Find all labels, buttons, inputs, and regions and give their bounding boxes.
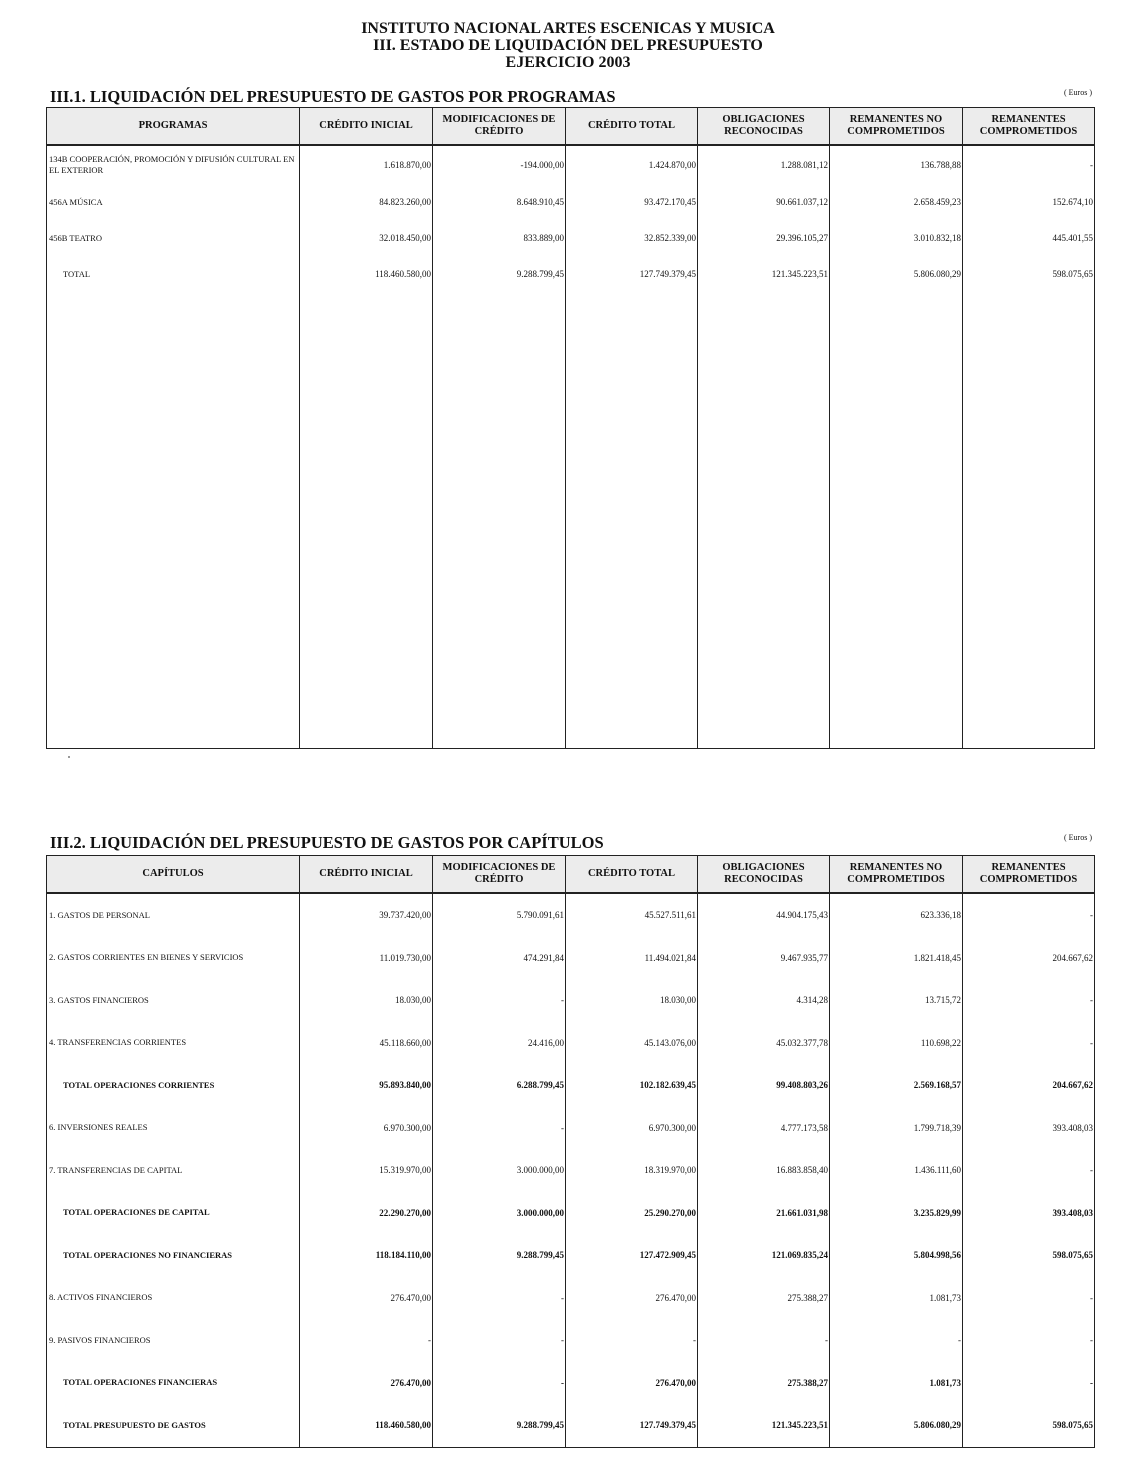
cell-credito-inicial: 45.118.660,00 [300, 1022, 433, 1065]
cell-obligaciones: 9.467.935,77 [698, 937, 830, 980]
cell-remanentes-no-comprometidos: 3.010.832,18 [830, 220, 963, 256]
cell-remanentes-no-comprometidos: 110.698,22 [830, 1022, 963, 1065]
col-header-remanentes-comprometidos: REMANENTES COMPROMETIDOS [963, 108, 1095, 146]
cell-remanentes-no-comprometidos: - [830, 1319, 963, 1362]
cell-credito-inicial: 6.970.300,00 [300, 1107, 433, 1150]
row-label: TOTAL PRESUPUESTO DE GASTOS [47, 1404, 300, 1447]
table-row [47, 1319, 1095, 1362]
table-row [47, 220, 1095, 256]
table-row [47, 937, 1095, 980]
cell-remanentes-no-comprometidos: 2.658.459,23 [830, 184, 963, 220]
cell-remanentes-comprometidos: 393.408,03 [963, 1107, 1095, 1150]
cell-credito-total: 276.470,00 [566, 1362, 698, 1405]
col-header-modificaciones: MODIFICACIONES DE CRÉDITO [433, 108, 566, 146]
cell-remanentes-no-comprometidos: 1.436.111,60 [830, 1149, 963, 1192]
cell-remanentes-comprometidos: 152.674,10 [963, 184, 1095, 220]
cell-obligaciones: 4.314,28 [698, 979, 830, 1022]
row-label: TOTAL OPERACIONES FINANCIERAS [47, 1362, 300, 1405]
row-label: 1. GASTOS DE PERSONAL [47, 893, 300, 937]
cell-remanentes-no-comprometidos: 1.799.718,39 [830, 1107, 963, 1150]
col-header-credito-total: CRÉDITO TOTAL [566, 856, 698, 894]
cell-remanentes-comprometidos: 204.667,62 [963, 937, 1095, 980]
row-label: 456B TEATRO [47, 220, 300, 256]
col-header-credito-inicial: CRÉDITO INICIAL [300, 856, 433, 894]
cell-credito-total: 18.319.970,00 [566, 1149, 698, 1192]
cell-modificaciones: 3.000.000,00 [433, 1192, 566, 1235]
cell-credito-inicial: 15.319.970,00 [300, 1149, 433, 1192]
cell-remanentes-comprometidos: 204.667,62 [963, 1064, 1095, 1107]
cell-modificaciones: 24.416,00 [433, 1022, 566, 1065]
col-header-modificaciones: MODIFICACIONES DE CRÉDITO [433, 856, 566, 894]
cell-modificaciones: - [433, 1319, 566, 1362]
cell-credito-total: 127.472.909,45 [566, 1234, 698, 1277]
cell-obligaciones: 21.661.031,98 [698, 1192, 830, 1235]
cell-remanentes-comprometidos: 598.075,65 [963, 256, 1095, 292]
cell-modificaciones: 3.000.000,00 [433, 1149, 566, 1192]
cell-remanentes-comprometidos: 445.401,55 [963, 220, 1095, 256]
cell-remanentes-no-comprometidos: 2.569.168,57 [830, 1064, 963, 1107]
cell-remanentes-comprometidos: - [963, 1277, 1095, 1320]
cell-credito-total: 102.182.639,45 [566, 1064, 698, 1107]
row-label: TOTAL OPERACIONES NO FINANCIERAS [47, 1234, 300, 1277]
col-header-remanentes-comprometidos: REMANENTES COMPROMETIDOS [963, 856, 1095, 894]
cell-obligaciones: 16.883.858,40 [698, 1149, 830, 1192]
cell-credito-inicial: 1.618.870,00 [300, 145, 433, 184]
cell-credito-inicial: 22.290.270,00 [300, 1192, 433, 1235]
cell-remanentes-no-comprometidos: 3.235.829,99 [830, 1192, 963, 1235]
cell-remanentes-comprometidos: - [963, 145, 1095, 184]
cell-remanentes-comprometidos: - [963, 1319, 1095, 1362]
cell-obligaciones: 99.408.803,26 [698, 1064, 830, 1107]
cell-credito-total: 18.030,00 [566, 979, 698, 1022]
cell-remanentes-comprometidos: - [963, 1149, 1095, 1192]
cell-modificaciones: - [433, 1107, 566, 1150]
cell-remanentes-comprometidos: 598.075,65 [963, 1234, 1095, 1277]
report-title: III. ESTADO DE LIQUIDACIÓN DEL PRESUPUESTO [373, 37, 763, 54]
row-label: 3. GASTOS FINANCIEROS [47, 979, 300, 1022]
row-label: 456A MÚSICA [47, 184, 300, 220]
subtotal-row [47, 1234, 1095, 1277]
cell-remanentes-comprometidos: - [963, 1022, 1095, 1065]
row-label: 8. ACTIVOS FINANCIEROS [47, 1277, 300, 1320]
table-header-row [47, 856, 1095, 894]
cell-obligaciones: 90.661.037,12 [698, 184, 830, 220]
row-label: 9. PASIVOS FINANCIEROS [47, 1319, 300, 1362]
institution-name: INSTITUTO NACIONAL ARTES ESCENICAS Y MUSICA [361, 20, 775, 37]
cell-credito-inicial: 11.019.730,00 [300, 937, 433, 980]
col-header-obligaciones: OBLIGACIONES RECONOCIDAS [698, 108, 830, 146]
table-row [47, 1022, 1095, 1065]
cell-modificaciones: 6.288.799,45 [433, 1064, 566, 1107]
grand-total-row [47, 1404, 1095, 1447]
table-row [47, 145, 1095, 184]
section2-unit-label: ( Euros ) [1064, 833, 1092, 842]
cell-credito-total: 127.749.379,45 [566, 1404, 698, 1447]
programs-table [46, 107, 1095, 749]
cell-credito-inicial: 84.823.260,00 [300, 184, 433, 220]
subtotal-row [47, 1064, 1095, 1107]
table-row [47, 1107, 1095, 1150]
cell-credito-inicial: 39.737.420,00 [300, 893, 433, 937]
cell-credito-total: 45.527.511,61 [566, 893, 698, 937]
cell-credito-total: 6.970.300,00 [566, 1107, 698, 1150]
cell-modificaciones: - [433, 1362, 566, 1405]
cell-remanentes-no-comprometidos: 1.081,73 [830, 1362, 963, 1405]
cell-obligaciones: 275.388,27 [698, 1362, 830, 1405]
cell-credito-inicial: 118.184.110,00 [300, 1234, 433, 1277]
cell-credito-total: 93.472.170,45 [566, 184, 698, 220]
row-label: 6. INVERSIONES REALES [47, 1107, 300, 1150]
cell-remanentes-comprometidos: - [963, 979, 1095, 1022]
table-row [47, 1149, 1095, 1192]
row-label: 4. TRANSFERENCIAS CORRIENTES [47, 1022, 300, 1065]
cell-credito-total: 25.290.270,00 [566, 1192, 698, 1235]
col-header-obligaciones: OBLIGACIONES RECONOCIDAS [698, 856, 830, 894]
cell-credito-total: 45.143.076,00 [566, 1022, 698, 1065]
cell-remanentes-no-comprometidos: 5.806.080,29 [830, 256, 963, 292]
cell-remanentes-no-comprometidos: 623.336,18 [830, 893, 963, 937]
cell-remanentes-comprometidos: - [963, 893, 1095, 937]
cell-credito-total: 276.470,00 [566, 1277, 698, 1320]
empty-space-row [47, 292, 1095, 749]
table-row [47, 979, 1095, 1022]
cell-credito-inicial: 276.470,00 [300, 1362, 433, 1405]
cell-credito-total: 11.494.021,84 [566, 937, 698, 980]
cell-credito-total: - [566, 1319, 698, 1362]
subtotal-row [47, 1192, 1095, 1235]
cell-obligaciones: 45.032.377,78 [698, 1022, 830, 1065]
col-header-programas: PROGRAMAS [47, 108, 300, 146]
cell-obligaciones: - [698, 1319, 830, 1362]
cell-remanentes-comprometidos: - [963, 1362, 1095, 1405]
cell-obligaciones: 121.069.835,24 [698, 1234, 830, 1277]
table-row [47, 893, 1095, 937]
cell-credito-inicial: 118.460.580,00 [300, 256, 433, 292]
table-row [47, 1277, 1095, 1320]
table-header-row [47, 108, 1095, 146]
cell-obligaciones: 121.345.223,51 [698, 256, 830, 292]
row-label: TOTAL OPERACIONES DE CAPITAL [47, 1192, 300, 1235]
cell-remanentes-no-comprometidos: 1.081,73 [830, 1277, 963, 1320]
cell-modificaciones: 9.288.799,45 [433, 1404, 566, 1447]
row-label: TOTAL OPERACIONES CORRIENTES [47, 1064, 300, 1107]
cell-modificaciones: - [433, 1277, 566, 1320]
cell-obligaciones: 275.388,27 [698, 1277, 830, 1320]
cell-modificaciones: 9.288.799,45 [433, 256, 566, 292]
table-row [47, 184, 1095, 220]
cell-credito-inicial: 276.470,00 [300, 1277, 433, 1320]
col-header-remanentes-no-comprometidos: REMANENTES NO COMPROMETIDOS [830, 856, 963, 894]
cell-remanentes-no-comprometidos: 1.821.418,45 [830, 937, 963, 980]
cell-credito-inicial: 32.018.450,00 [300, 220, 433, 256]
col-header-remanentes-no-comprometidos: REMANENTES NO COMPROMETIDOS [830, 108, 963, 146]
cell-obligaciones: 44.904.175,43 [698, 893, 830, 937]
cell-obligaciones: 4.777.173,58 [698, 1107, 830, 1150]
cell-modificaciones: -194.000,00 [433, 145, 566, 184]
row-label: 134B COOPERACIÓN, PROMOCIÓN Y DIFUSIÓN CULTURAL EN EL EXTERIOR [47, 145, 300, 184]
cell-obligaciones: 29.396.105,27 [698, 220, 830, 256]
col-header-credito-inicial: CRÉDITO INICIAL [300, 108, 433, 146]
section1-title: III.1. LIQUIDACIÓN DEL PRESUPUESTO DE GASTOS POR PROGRAMAS [50, 87, 616, 106]
section2-title: III.2. LIQUIDACIÓN DEL PRESUPUESTO DE GASTOS POR CAPÍTULOS [50, 833, 604, 852]
cell-remanentes-comprometidos: 393.408,03 [963, 1192, 1095, 1235]
cell-modificaciones: 5.790.091,61 [433, 893, 566, 937]
cell-modificaciones: 8.648.910,45 [433, 184, 566, 220]
row-label: 2. GASTOS CORRIENTES EN BIENES Y SERVICIOS [47, 937, 300, 980]
cell-modificaciones: 9.288.799,45 [433, 1234, 566, 1277]
cell-modificaciones: 474.291,84 [433, 937, 566, 980]
subtotal-row [47, 1362, 1095, 1405]
chapters-table [46, 855, 1095, 1448]
cell-credito-inicial: 118.460.580,00 [300, 1404, 433, 1447]
total-row [47, 256, 1095, 292]
section1-unit-label: ( Euros ) [1064, 88, 1092, 97]
cell-credito-total: 32.852.339,00 [566, 220, 698, 256]
col-header-capitulos: CAPÍTULOS [47, 856, 300, 894]
row-label: TOTAL [47, 256, 300, 292]
cell-remanentes-no-comprometidos: 136.788,88 [830, 145, 963, 184]
cell-remanentes-comprometidos: 598.075,65 [963, 1404, 1095, 1447]
cell-credito-total: 127.749.379,45 [566, 256, 698, 292]
cell-remanentes-no-comprometidos: 5.804.998,56 [830, 1234, 963, 1277]
col-header-credito-total: CRÉDITO TOTAL [566, 108, 698, 146]
cell-credito-total: 1.424.870,00 [566, 145, 698, 184]
fiscal-year: EJERCICIO 2003 [505, 54, 631, 71]
cell-obligaciones: 121.345.223,51 [698, 1404, 830, 1447]
scan-mark [68, 756, 70, 758]
cell-credito-inicial: 95.893.840,00 [300, 1064, 433, 1107]
cell-modificaciones: 833.889,00 [433, 220, 566, 256]
cell-credito-inicial: 18.030,00 [300, 979, 433, 1022]
cell-credito-inicial: - [300, 1319, 433, 1362]
cell-remanentes-no-comprometidos: 5.806.080,29 [830, 1404, 963, 1447]
cell-remanentes-no-comprometidos: 13.715,72 [830, 979, 963, 1022]
cell-modificaciones: - [433, 979, 566, 1022]
row-label: 7. TRANSFERENCIAS DE CAPITAL [47, 1149, 300, 1192]
report-header [0, 20, 1136, 71]
cell-obligaciones: 1.288.081,12 [698, 145, 830, 184]
